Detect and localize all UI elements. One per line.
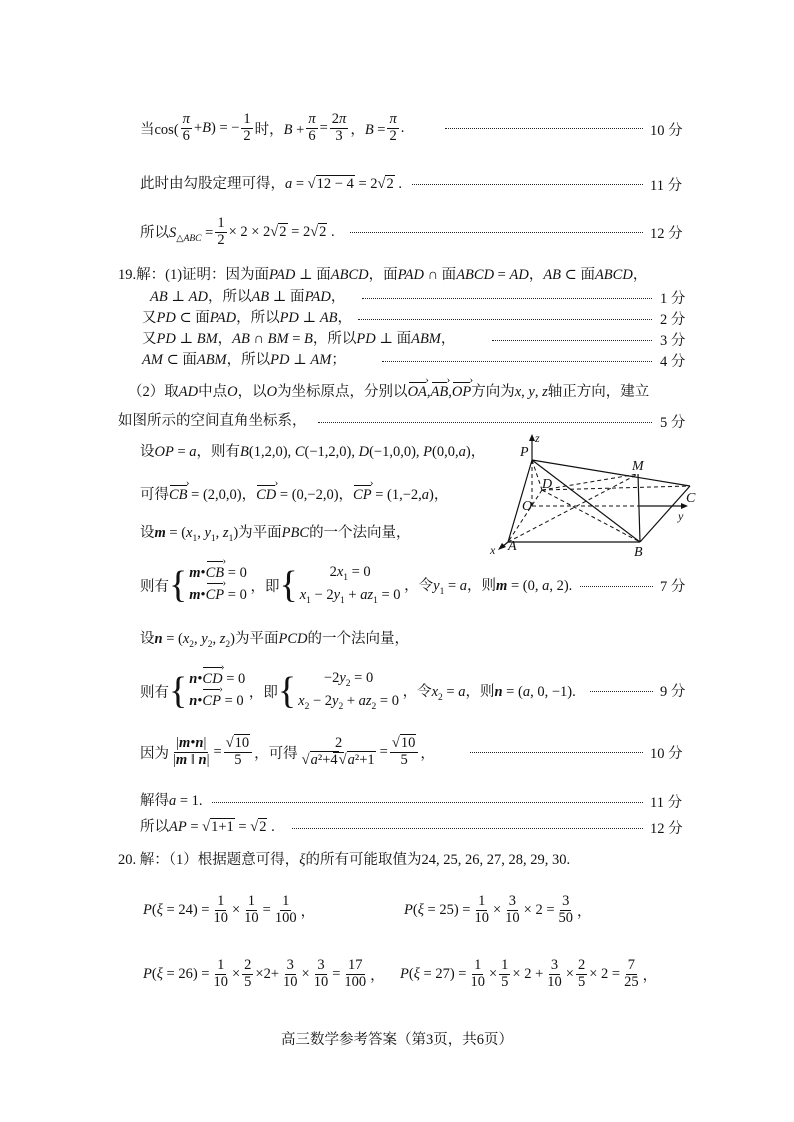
set-n: 设$n = (x_2$, $y_2$, $z_2$)为平面PCD的一个法向量， <box>140 630 409 650</box>
leader-dots <box>292 828 643 829</box>
score: 10 分 <box>650 123 683 139</box>
fraction: $\frac{√10}{5}$ <box>224 736 252 767</box>
vectors-line: 可得CB › = (2,0,0)，CD › = (0,−2,0)，CP › = (1,−2,a)， <box>140 481 448 505</box>
label-x: x <box>490 543 496 557</box>
score: 12 分 <box>650 226 683 242</box>
score: 2 分 <box>660 312 686 328</box>
leader-dots <box>445 128 643 129</box>
fraction: $\frac{1}{100}$ <box>274 893 297 926</box>
fraction: $\frac{17}{100}$ <box>344 957 367 990</box>
fraction: $\frac{3}{10}$ <box>505 893 520 926</box>
fraction: $\frac{\pi}{6}$ <box>182 111 190 144</box>
geometry-figure <box>480 426 710 558</box>
label-O: O <box>522 499 533 514</box>
score: 4 分 <box>660 354 686 370</box>
p26: P(ξ = 26) = $\frac{1}{10}$ × $\frac{2}{5}$ ×2+ $\frac{3}{10}$ × $\frac{3}{10}$ = $\frac{17}{100}$ ， <box>143 957 385 990</box>
q19-part2-b: 如图所示的空间直角坐标系， <box>118 412 307 429</box>
fraction: $\frac{1}{10}$ <box>470 957 485 990</box>
leader-dots <box>358 319 652 320</box>
label-D: D <box>542 477 553 492</box>
text: 时，B + <box>254 121 305 138</box>
fraction: $\frac{1}{10}$ <box>213 957 228 990</box>
fraction: $\frac{3}{10}$ <box>283 957 298 990</box>
q19-line-2: 又PD ⊂ 面PAD，所以PD ⊥ AB， <box>142 309 353 326</box>
m-system: 则有 { m•CB › = 0 m•CP › = 0 ，即 { $2x_1 = 0$ $x_1 - 2y_1 + az_1 = 0$ ，令$y_1 = a$，则m = (0, a, 2). <box>140 558 572 612</box>
fraction: $\frac{\pi}{6}$ <box>308 111 316 144</box>
fraction: $\frac{2}{\text{√a²+4√a²+1}}$ <box>301 735 375 768</box>
text: ，B = <box>350 121 386 138</box>
q19-part2-a: （2）取AD中点O，以O为坐标原点，分别以OA ›,AB ›,OP ›方向为x, y, z轴正方向，建立 <box>128 378 649 402</box>
leader-dots <box>580 586 653 587</box>
score: 11 分 <box>650 178 683 194</box>
p25: P(ξ = 25) = $\frac{1}{10}$ × $\frac{3}{10}$ × 2 = $\frac{3}{50}$ ， <box>404 893 592 926</box>
fraction: $\frac{1}{10}$ <box>213 893 228 926</box>
leader-dots <box>412 184 643 185</box>
leader-dots <box>382 361 652 362</box>
cos-equation: 因为 $\frac{|m•n|}{|m ‖ n|}$ = $\frac{√10}{5}$ ，可得 $\frac{2}{\text{√a²+4√a²+1}}$ = $\frac{√10}{5}$ ， <box>140 735 435 768</box>
n-system: 则有 { n•CD › = 0 n•CP › = 0 ，即 { $-2y_2 = 0$ $x_2 - 2y_2 + az_2 = 0$ ，令$x_2 = a$，则n = (a, 0, −1). <box>140 664 576 718</box>
fraction: $\frac{2}{5}$ <box>577 957 586 990</box>
text: +B) = − <box>193 119 240 136</box>
page-footer: 高三数学参考答案（第3页，共6页） <box>281 1032 513 1048</box>
fraction: $\frac{√10}{5}$ <box>390 736 418 767</box>
leader-dots <box>362 298 652 299</box>
label-P: P <box>520 445 529 460</box>
label-y: y <box>678 509 684 523</box>
p27: P(ξ = 27) = $\frac{1}{10}$ × $\frac{1}{5}$ × 2 + $\frac{3}{10}$ × $\frac{2}{5}$ × 2 = $\frac{7}{25}$ ， <box>400 957 658 990</box>
fraction: $\frac{3}{50}$ <box>558 893 574 926</box>
set-OP: 设OP = a，则有B(1,2,0), C(−1,2,0), D(−1,0,0), P(0,0,a)， <box>140 443 486 460</box>
label-A: A <box>508 539 517 554</box>
q19-line-4: AM ⊂ 面ABM，所以PD ⊥ AM； <box>142 351 346 368</box>
fraction: $\frac{3}{10}$ <box>547 957 562 990</box>
score: 3 分 <box>660 333 686 349</box>
leader-dots <box>470 752 643 753</box>
fraction: $\frac{|m•n|}{|m ‖ n|}$ <box>173 735 210 768</box>
label-C: C <box>686 491 696 506</box>
q19-head: 19.解：(1)证明：因为面PAD ⊥ 面ABCD，面PAD ∩ 面ABCD = AD，AB ⊂ 面ABCD， <box>118 266 648 283</box>
score: 11 分 <box>650 795 683 811</box>
label-B: B <box>634 545 643 558</box>
set-m: 设$m = (x_1$, $y_1$, $z_1$)为平面PBC的一个法向量， <box>140 524 411 544</box>
fraction: $\frac{\pi}{2}$ <box>389 111 397 144</box>
fraction: $\frac{1}{10}$ <box>474 893 489 926</box>
p24: P(ξ = 24) = $\frac{1}{10}$ × $\frac{1}{10}$ = $\frac{1}{100}$ ， <box>143 893 316 926</box>
fraction: $\frac{2\pi}{3}$ <box>331 111 347 144</box>
line-11a: 此时由勾股定理可得，a = √12 − 4 = 2√2 . <box>140 175 402 192</box>
score: 7 分 <box>660 579 686 595</box>
fraction: $\frac{7}{25}$ <box>624 957 639 990</box>
leader-dots <box>212 802 643 803</box>
fraction: $\frac{2}{5}$ <box>244 957 252 990</box>
score: 9 分 <box>660 684 686 700</box>
AP-line: 所以AP = √1+1 = √2 . <box>140 818 275 835</box>
score: 5 分 <box>660 415 686 431</box>
leader-dots <box>350 232 643 233</box>
q20-head: 20. 解：（1）根据题意可得，ξ的所有可能取值为24, 25, 26, 27, 28, 29, 30. <box>118 851 571 868</box>
line-12a: 所以$S_{\triangle ABC}$ = $\frac{1}{2}$ × 2 × 2√2 = 2√2 . <box>140 215 335 248</box>
line-10a: 当cos( $\frac{\pi}{6}$ +B) = − $\frac{1}{2}$ 时，B + $\frac{\pi}{6}$ = $\frac{2\pi}{3}$ ，B = $\frac{\pi}{2}$ . <box>140 111 405 144</box>
q19-line-3: 又PD ⊥ BM，AB ∩ BM = B，所以PD ⊥ 面ABM， <box>142 330 456 347</box>
fraction: $\frac{1}{2}$ <box>243 111 251 144</box>
fraction: $\frac{1}{2}$ <box>217 215 225 248</box>
fraction: $\frac{3}{10}$ <box>313 957 329 990</box>
leader-dots <box>590 691 653 692</box>
q19-line-1: AB ⊥ AD，所以AB ⊥ 面PAD， <box>150 288 346 305</box>
label-z: z <box>535 431 540 445</box>
score: 12 分 <box>650 821 683 837</box>
leader-dots <box>318 422 652 423</box>
score: 1 分 <box>660 291 686 307</box>
solve-a: 解得a = 1. <box>140 792 203 809</box>
text: = <box>319 119 328 136</box>
score: 10 分 <box>650 746 683 762</box>
fraction: $\frac{1}{5}$ <box>501 957 509 990</box>
label-M: M <box>632 459 644 474</box>
leader-dots <box>492 340 652 341</box>
text: 当cos( <box>140 121 179 138</box>
fraction: $\frac{1}{10}$ <box>244 893 259 926</box>
